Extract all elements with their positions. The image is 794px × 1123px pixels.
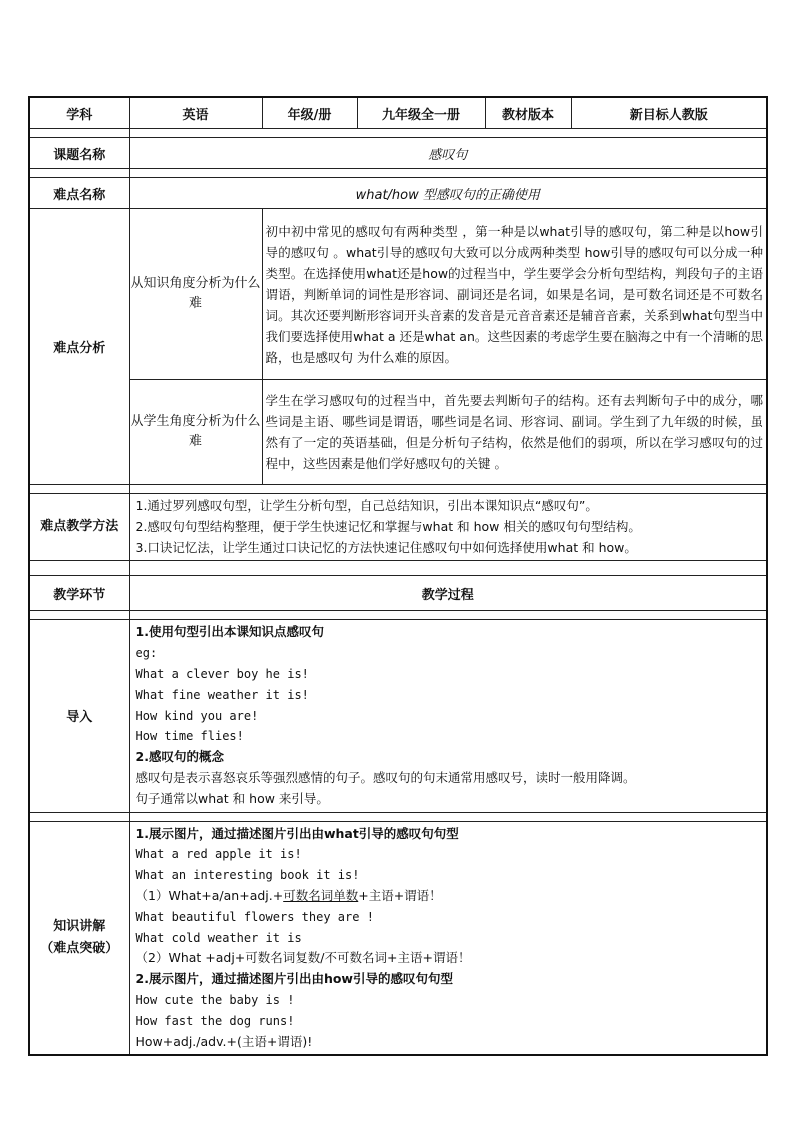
subject-label: 学科 [29, 97, 129, 129]
intro-content [129, 620, 767, 812]
knowledge-example: What beautiful flowers they are ! [135, 909, 374, 924]
student-angle-label: 从学生角度分析为什么难 [129, 380, 262, 485]
intro-title-2: 2.感叹句的概念 [135, 749, 224, 765]
intro-example: How time flies! [135, 729, 244, 744]
knowledge-angle-label: 从知识角度分析为什么难 [129, 209, 262, 380]
method-item: 3.口诀记忆法，让学生通过口诀记忆的方法快速记住感叹句中如何选择使用what 和 how。 [135, 539, 637, 555]
knowledge-example: How fast the dog runs! [135, 1013, 295, 1028]
knowledge-label [29, 821, 129, 1055]
topic-label: 课题名称 [29, 138, 129, 169]
method-item: 2.感叹句句型结构整理，便于学生快速记忆和掌握与what 和 how 相关的感叹句句型结构。 [135, 518, 641, 534]
intro-example: What fine weather it is! [135, 687, 309, 702]
process-step-label: 教学环节 [29, 576, 129, 611]
header-row [29, 97, 767, 129]
topic-row [29, 138, 767, 169]
lesson-plan-table [28, 96, 768, 1056]
knowledge-rule-1 [136, 886, 761, 907]
knowledge-rule-2: （2）What +adj+可数名词复数/不可数名词+主语+谓语！ [135, 950, 471, 966]
analysis-label: 难点分析 [29, 209, 129, 485]
knowledge-rule-3: How+adj./adv.+(主语+谓语)! [135, 1033, 313, 1049]
edition-value: 新目标人教版 [571, 97, 767, 129]
analysis-knowledge-row [29, 209, 767, 380]
method-item: 1.通过罗列感叹句型，让学生分析句型，自己总结知识，引出本课知识点“感叹句”。 [135, 498, 598, 513]
process-label: 教学过程 [129, 576, 767, 611]
knowledge-example: How cute the baby is ! [135, 992, 295, 1007]
methods-list [129, 494, 767, 561]
grade-label: 年级/册 [262, 97, 357, 129]
intro-eg: eg: [135, 646, 158, 661]
subject-value: 英语 [129, 97, 262, 129]
intro-example: How kind you are! [135, 708, 259, 723]
topic-value: 感叹句 [129, 138, 767, 169]
methods-label: 难点教学方法 [29, 494, 129, 561]
knowledge-row [29, 821, 767, 1055]
methods-row [29, 494, 767, 561]
edition-label: 教材版本 [485, 97, 571, 129]
process-header-row [29, 576, 767, 611]
knowledge-example: What cold weather it is [135, 930, 302, 945]
knowledge-label-sub: （难点突破） [40, 940, 119, 956]
knowledge-content [129, 821, 767, 1055]
analysis-student-row [29, 380, 767, 485]
knowledge-example: What an interesting book it is! [135, 868, 360, 883]
difficulty-value: what/how 型感叹句的正确使用 [129, 178, 767, 209]
intro-concept-2: 句子通常以what 和 how 来引导。 [135, 790, 329, 806]
intro-concept-1: 感叹句是表示喜怒哀乐等强烈感情的句子。感叹句的句末通常用感叹号，读时一般用降调。 [135, 769, 636, 785]
knowledge-title-2: 2.展示图片，通过描述图片引出由how引导的感叹句句型 [135, 971, 453, 987]
intro-title-1: 1.使用句型引出本课知识点感叹句 [135, 624, 324, 640]
knowledge-label-main: 知识讲解 [53, 918, 106, 934]
rule-1-suffix: +主语+谓语！ [358, 887, 442, 903]
grade-value: 九年级全一册 [357, 97, 485, 129]
rule-1-prefix: （1）What+a/an+adj.+ [135, 887, 284, 903]
lesson-plan-page [28, 96, 766, 1056]
knowledge-title-1: 1.展示图片，通过描述图片引出由what引导的感叹句句型 [135, 825, 459, 841]
difficulty-row [29, 178, 767, 209]
intro-example: What a clever boy he is! [135, 666, 309, 681]
difficulty-label: 难点名称 [29, 178, 129, 209]
student-angle-text: 学生在学习感叹句的过程当中，首先要去判断句子的结构。还有去判断句子中的成分，哪些词是主语、哪些词是谓语，哪些词是名词、形容词、副词。学生到了九年级的时候，虽然有了一定的英语基础，但是分析句子结构，依然是他们的弱项，所以在学习感叹句的过程中，这些因素是他们学好感叹句的关键 。 [262, 380, 767, 485]
rule-1-underlined: 可数名词单数 [283, 887, 359, 903]
intro-label: 导入 [29, 620, 129, 812]
intro-row [29, 620, 767, 812]
knowledge-angle-text: 初中初中常见的感叹句有两种类型 ，第一种是以what引导的感叹句，第二种是以how引导的感叹句 。what引导的感叹句大致可以分成两种类型 how引导的感叹句可以分成一种类型。在选择使用what还是how的过程当中，学生要学会分析句型结构，判段句子的主语谓语，判断单词的词性是形容词、副词还是名词，如果是名词，是可数名词还是不可数名词。其次还要判断形容词开头音素的发音是元音音素还是辅音音素，关系到what句型当中我们要选择使用what a 还是what an。这些因素的考虑学生要在脑海之中有一个清晰的思路，也是感叹句 为什么难的原因。 [262, 209, 767, 380]
knowledge-example: What a red apple it is! [135, 847, 302, 862]
